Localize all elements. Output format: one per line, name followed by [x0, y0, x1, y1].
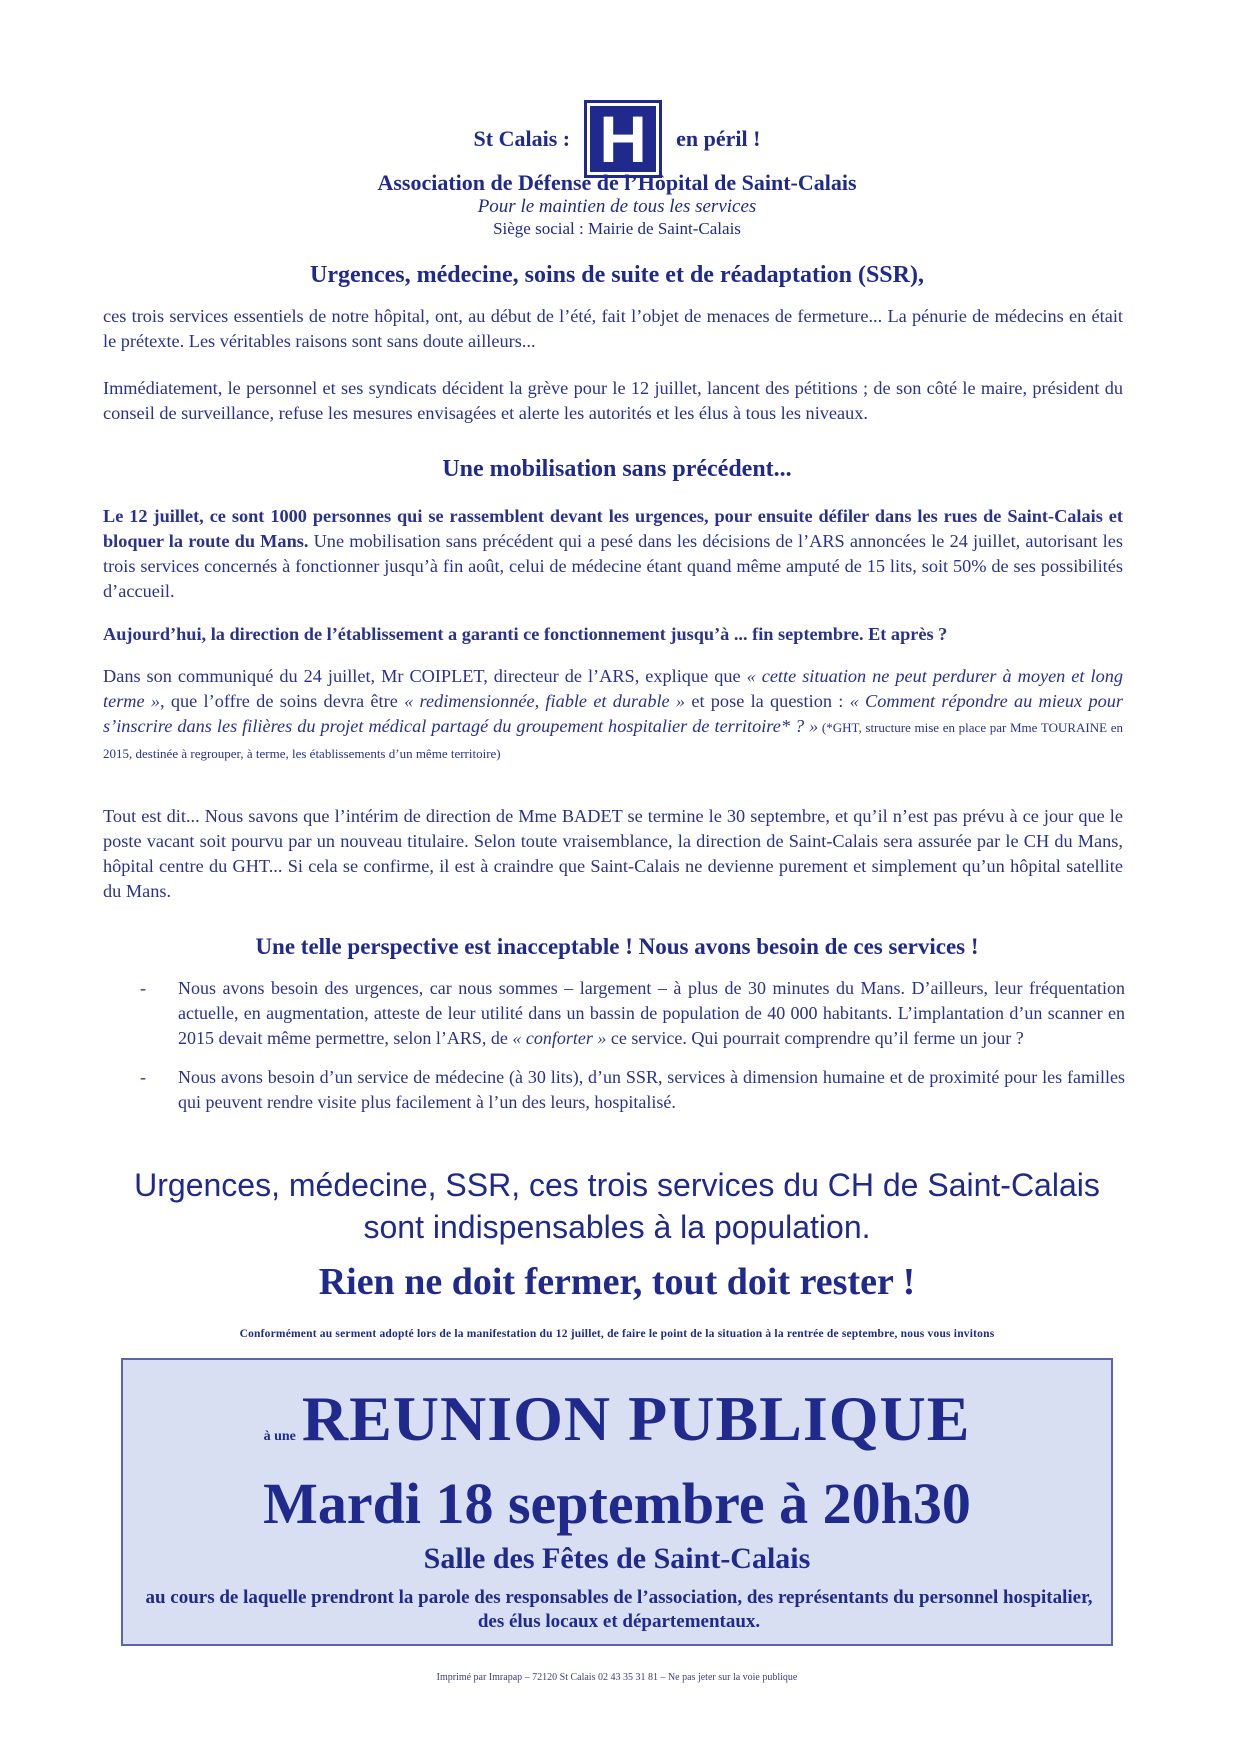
section2-para4: Tout est dit... Nous savons que l’intérim de direction de Mme BADET se termine le 30 septembre, et qu’il n’est pas prévu à ce jour que le poste vacant soit pourvu par un nouveau titulaire. Selon toute vraisemblance, la direction de Saint-Calais sera assurée par le CH du Mans, hôpital centre du GHT... Si cela se confirme, il est à craindre que Saint-Calais ne devienne purement et simplement qu’un hôpital satellite du Mans. — [103, 806, 1123, 901]
section2-para1-rest: Une mobilisation sans précédent qui a pesé dans les décisions de l’ARS annoncées le 24 juillet, autorisant les trois services concernés à fonctionner jusqu’à fin août, celui de médecine étant quand même amputé de 15 lits, soit 50% de ses possibilités d’accueil. — [103, 531, 1123, 601]
closing-line1: Urgences, médecine, SSR, ces trois services du CH de Saint-Calais — [134, 1167, 1100, 1203]
slogan: Rien ne doit fermer, tout doit rester ! — [318, 1261, 916, 1303]
section2-heading: Une mobilisation sans précédent... — [442, 456, 792, 482]
association-motto: Pour le maintien de tous les services — [477, 196, 757, 217]
meeting-title: REUNION PUBLIQUE — [301, 1383, 971, 1454]
list-item — [140, 1065, 1125, 1115]
para3-note: (*GHT, structure mise en place par Mme TOURAINE en 2015, destinée à regrouper, à terme, les établissements d’un même territoire) — [103, 720, 1123, 761]
association-seat: Siège social : Mairie de Saint-Calais — [493, 219, 741, 238]
meeting-title-row — [123, 1382, 1111, 1456]
section2-para1 — [103, 504, 1123, 604]
association-block — [0, 170, 1234, 239]
section1-para2: Immédiatement, le personnel et ses syndicats décident la grève pour le 12 juillet, lancent des pétitions ; de son côté le maire, président du conseil de surveillance, refuse les mesures envisagées et alerte les autorités et les élus à tous les niveaux. — [103, 378, 1123, 423]
meeting-prefix: à une — [263, 1429, 296, 1444]
meeting-description: au cours de laquelle prendront la parole des responsables de l’association, des représentants du personnel hospitalier, des élus locaux et départementaux. — [145, 1587, 1093, 1632]
association-name: Association de Défense de l’Hôpital de Saint-Calais — [377, 170, 857, 195]
section2-para3 — [103, 664, 1123, 766]
closing-block — [0, 1164, 1234, 1248]
header-right: en péril ! — [676, 126, 761, 151]
section2-para2: Aujourd’hui, la direction de l’établissement a garanti ce fonctionnement jusqu’à ... fin septembre. Et après ? — [103, 624, 948, 644]
needs-list — [140, 976, 1125, 1129]
footer-imprint: Imprimé par Imrapap – 72120 St Calais 02 43 35 31 81 – Ne pas jeter sur la voie publique — [436, 1672, 798, 1683]
para3-b: , que l’offre de soins devra être — [160, 691, 405, 711]
list-dash: - — [140, 1067, 146, 1087]
para3-quote1: « cette situation ne peut perdurer à moyen et long terme » — [103, 666, 1123, 711]
invitation-text: Conformément au serment adopté lors de la manifestation du 12 juillet, de faire le point de la situation à la rentrée de septembre, nous vous invitons — [239, 1328, 995, 1340]
hospital-logo-icon: H — [584, 100, 662, 178]
para3-c: et pose la question : — [685, 691, 850, 711]
list-dash: - — [140, 978, 146, 998]
header-left: St Calais : — [473, 126, 571, 151]
closing-line2: sont indispensables à la population. — [363, 1209, 871, 1245]
para3-quote2: « redimensionnée, fiable et durable » — [404, 691, 686, 711]
item1-a: Nous avons besoin des urgences, car nous sommes – largement – à plus de 30 minutes du Mans. D’ailleurs, leur fréquentation actuelle, en augmentation, atteste de leur utilité dans un bassin de population de 40 000 habitants. L’implantation d’un scanner en 2015 devait même permettre, selon l’ARS, de — [178, 978, 1125, 1048]
item1-b: ce service. Qui pourrait comprendre qu’il ferme un jour ? — [606, 1028, 1024, 1048]
section1-para1: ces trois services essentiels de notre hôpital, ont, au début de l’été, fait l’objet de menaces de fermeture... La pénurie de médecins en était le prétexte. Les véritables raisons sont sans doute ailleurs... — [103, 306, 1123, 351]
meeting-box — [121, 1358, 1113, 1646]
meeting-date: Mardi 18 septembre à 20h30 — [263, 1471, 971, 1536]
para3-a: Dans son communiqué du 24 juillet, Mr COIPLET, directeur de l’ARS, explique que — [103, 666, 747, 686]
section1-heading: Urgences, médecine, soins de suite et de réadaptation (SSR), — [310, 262, 924, 288]
item2: Nous avons besoin d’un service de médecine (à 30 lits), d’un SSR, services à dimension humaine et de proximité pour les familles qui peuvent rendre visite plus facilement à l’un des leurs, hospitalisé. — [178, 1067, 1125, 1112]
meeting-place: Salle des Fêtes de Saint-Calais — [423, 1542, 811, 1575]
item1-quote: « conforter » — [512, 1028, 607, 1048]
section3-heading: Une telle perspective est inacceptable ! Nous avons besoin de ces services ! — [255, 934, 979, 959]
section2-para1-bold: Le 12 juillet, ce sont 1000 personnes qui se rassemblent devant les urgences, pour ensuite défiler dans les rues de Saint-Calais et bloquer la route du Mans. — [103, 506, 1123, 551]
header-line — [0, 100, 1234, 178]
list-item — [140, 976, 1125, 1051]
para3-quote3: « Comment répondre au mieux pour s’inscrire dans les filières du projet médical partagé du groupement hospitalier de territoire* ? » — [103, 691, 1123, 736]
